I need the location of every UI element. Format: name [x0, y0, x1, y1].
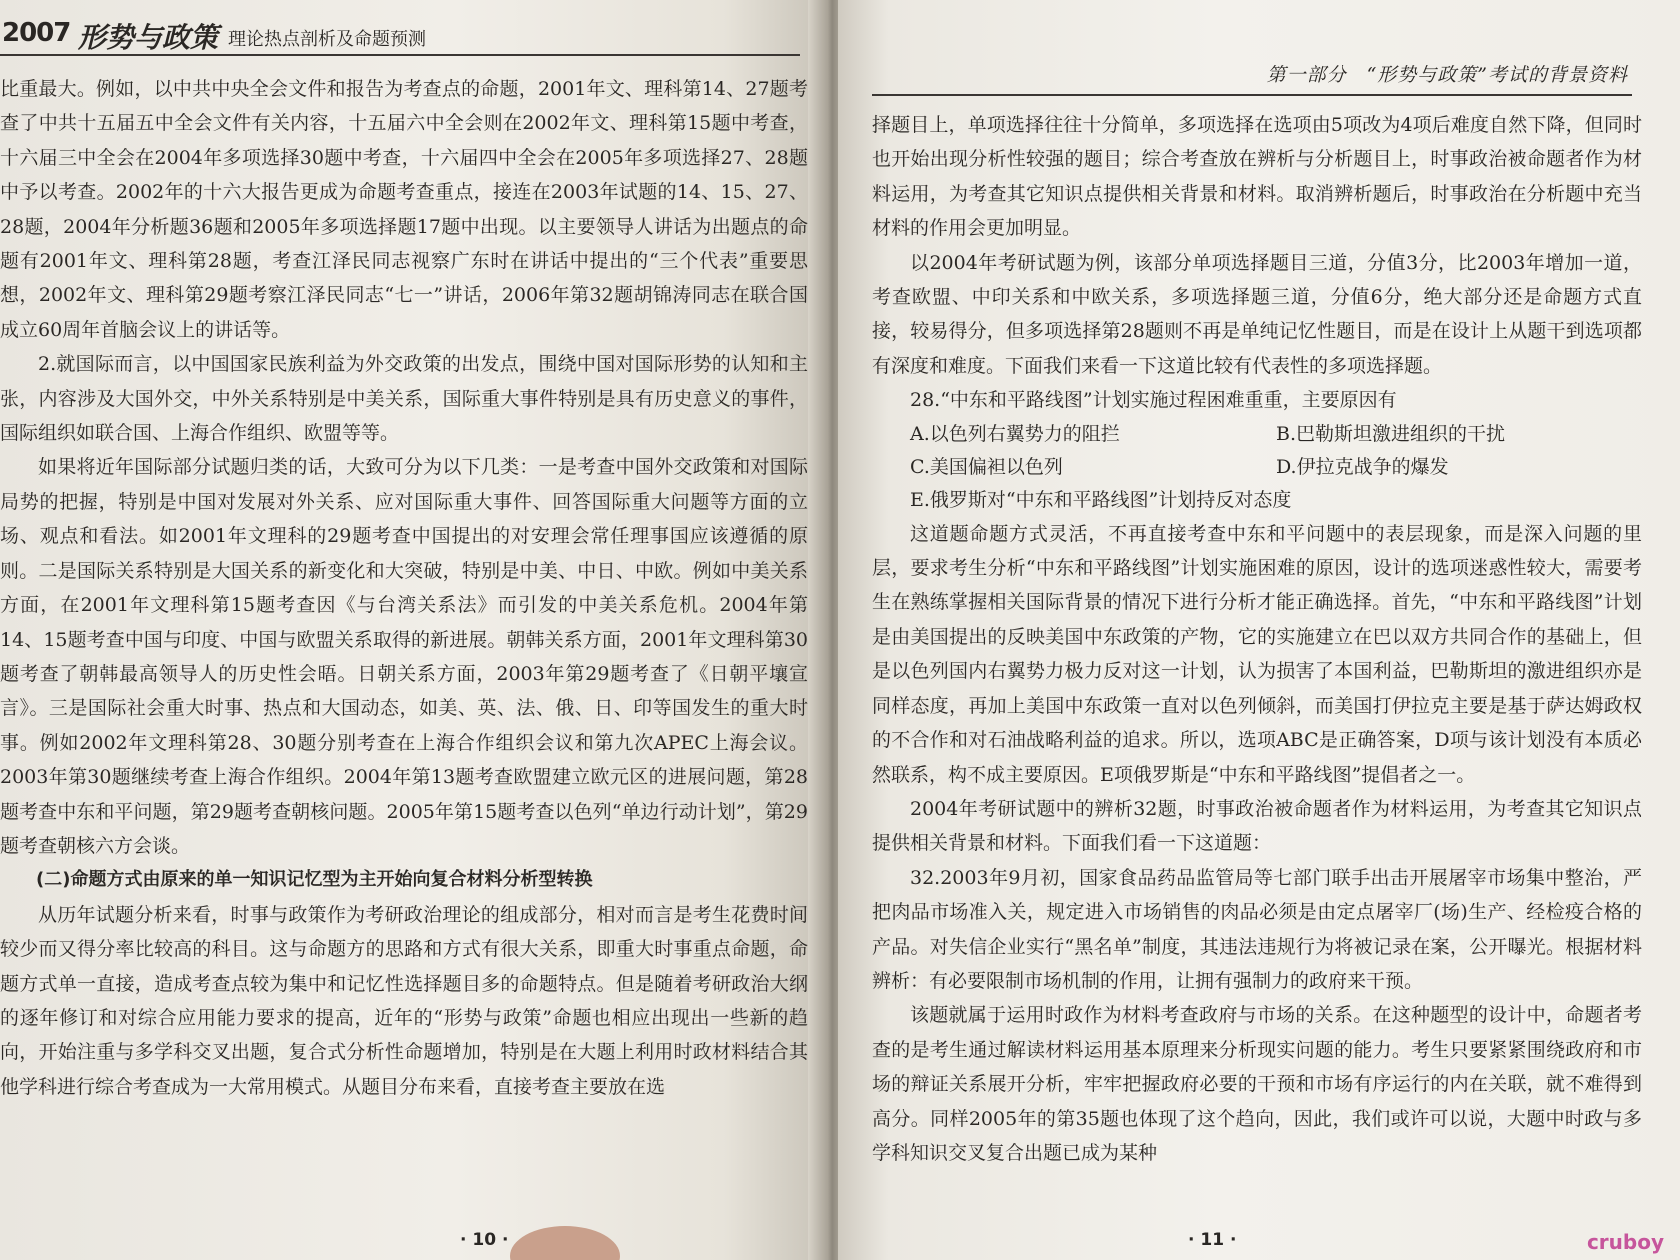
paragraph: 从历年试题分析来看，时事与政策作为考研政治理论的组成部分，相对而言是考生花费时间较少而又得分率比较高的科目。这与命题方的思路和方式有很大关系，即重大时事重点命题，命题方式单一直接，造成考查点较为集中和记忆性选择题目多的命题特点。但是随着考研政治大纲的逐年修订和对综合应用能力要求的提高，近年的“形势与政策”命题也相应出现出一些新的趋向，开始注重与多学科交叉出题，复合式分析性命题增加，特别是在大题上利用时政材料结合其他学科进行综合考查成为一大常用模式。从题目分布来看，直接考查主要放在选: [0, 903, 808, 1098]
book-title: 形势与政策: [78, 21, 219, 54]
option-d: D.伊拉克战争的爆发: [1276, 455, 1449, 478]
book-subtitle: 理论热点剖析及命题预测: [228, 29, 426, 50]
paragraph: 32.2003年9月初，国家食品药品监管局等七部门联手出击开展屠宰市场集中整治，严把肉品市场准入关，规定进入市场销售的肉品必须是由定点屠宰厂(场)生产、经检疫合格的产品。对失信企业实行“黑名单”制度，其违法违规行为将被记录在案，公开曝光。根据材料辨析：有必要限制市场机制的作用，让拥有强制力的政府来干预。: [872, 866, 1642, 992]
paragraph: 2.就国际而言，以中国国家民族利益为外交政策的出发点，围绕中国对国际形势的认知和主张，内容涉及大国外交，中外关系特别是中美关系，国际重大事件特别是具有历史意义的事件，国际组织如联合国、上海合作组织、欧盟等等。: [0, 353, 808, 445]
page-number-left: · 10 ·: [460, 1230, 509, 1250]
section-subheading: (二)命题方式由原来的单一知识记忆型为主开始向复合材料分析型转换: [36, 869, 593, 891]
option-b: B.巴勒斯坦激进组织的干扰: [1276, 422, 1506, 445]
paragraph: 2004年考研试题中的辨析32题，时事政治被命题者作为材料运用，为考查其它知识点提供相关背景和材料。下面我们看一下这道题：: [872, 797, 1642, 855]
paragraph: 择题目上，单项选择往往十分简单，多项选择在选项由5项改为4项后难度自然下降，但同时也开始出现分析性较强的题目；综合考查放在辨析与分析题目上，时事政治被命题者作为材料运用，为考查其它知识点提供相关背景和材料。取消辨析题后，时事政治在分析题中充当材料的作用会更加明显。: [872, 114, 1642, 240]
left-running-head: [0, 14, 800, 56]
right-page: [838, 0, 1680, 1260]
right-running-head: [872, 50, 1632, 96]
page-number-right: · 11 ·: [1188, 1230, 1237, 1250]
option-a: A.以色列右翼势力的阻拦: [910, 422, 1120, 445]
question-options: [872, 418, 1642, 517]
left-page-body: [0, 72, 808, 1104]
paragraph: 如果将近年国际部分试题归类的话，大致可分为以下几类：一是考查中国外交政策和对国际局势的把握，特别是中国对发展对外关系、应对国际重大事件、回答国际重大问题等方面的立场、观点和看法。如2001年文理科的29题考查中国提出的对安理会常任理事国应该遵循的原则。二是国际关系特别是大国关系的新变化和大突破，特别是中美、中日、中欧。例如中美关系方面，在2001年文理科第15题考查因《与台湾关系法》而引发的中美关系危机。2004年第14、15题考查中国与印度、中国与欧盟关系取得的新进展。朝韩关系方面，2001年文理科第30题考查了朝韩最高领导人的历史性会晤。日朝关系方面，2003年第29题考查了《日朝平壤宣言》。三是国际社会重大时事、热点和大国动态，如美、英、法、俄、日、印等国发生的重大时事。例如2002年文理科第28、30题分别考查在上海合作组织会议和第九次APEC上海会议。2003年第30题继续考查上海合作组织。2004年第13题考查欧盟建立欧元区的进展问题，第28题考查中东和平问题，第29题考查朝核问题。2005年第15题考查以色列“单边行动计划”，第29题考查朝核六方会谈。: [0, 456, 808, 857]
paragraph: 以2004年考研试题为例，该部分单项选择题目三道，分值3分，比2003年增加一道，考查欧盟、中印关系和中欧关系，多项选择题三道，分值6分，绝大部分还是命题方式直接，较易得分，但多项选择第28题则不再是单纯记忆性题目，而是在设计上从题干到选项都有深度和难度。下面我们来看一下这道比较有代表性的多项选择题。: [872, 251, 1642, 377]
book-year: 2007: [2, 18, 71, 48]
paragraph: 比重最大。例如，以中共中央全会文件和报告为考查点的命题，2001年文、理科第14、27题考查了中共十五届五中全会文件有关内容，十五届六中全会则在2002年文、理科第15题中考查，十六届三中全会在2004年多项选择30题中考查，十六届四中全会在2005年多项选择27、28题中予以考查。2002年的十六大报告更成为命题考查重点，接连在2003年试题的14、15、27、28题，2004年分析题36题和2005年多项选择题17题中出现。以主要领导人讲话为出题点的命题有2001年文、理科第28题，考查江泽民同志视察广东时在讲话中提出的“三个代表”重要思想，2002年文、理科第29题考察江泽民同志“七一”讲话，2006年第32题胡锦涛同志在联合国成立60周年首脑会议上的讲话等。: [0, 78, 808, 341]
option-c: C.美国偏袒以色列: [910, 455, 1063, 478]
watermark: cruboy: [1586, 1230, 1664, 1254]
paragraph: 该题就属于运用时政作为材料考查政府与市场的关系。在这种题型的设计中，命题者考查的是考生通过解读材料运用基本原理来分析现实问题的能力。考生只要紧紧围绕政府和市场的辩证关系展开分析，牢牢把握政府必要的干预和市场有序运行的内在关联，就不难得到高分。同样2005年的第35题也体现了这个趋向，因此，我们或许可以说，大题中时政与多学科知识交叉复合出题已成为某种: [872, 1004, 1642, 1164]
right-page-body: [872, 108, 1642, 1170]
finger-shadow: [510, 1226, 620, 1260]
section-title: 第一部分 “形势与政策”考试的背景资料: [1266, 64, 1628, 86]
paragraph: 这道题命题方式灵活，不再直接考查中东和平问题中的表层现象，而是深入问题的里层，要求考生分析“中东和平路线图”计划实施困难的原因，设计的选项迷惑性较大，需要考生在熟练掌握相关国际背景的情况下进行分析才能正确选择。首先，“中东和平路线图”计划是由美国提出的反映美国中东政策的产物，它的实施建立在巴以双方共同合作的基础上，但是以色列国内右翼势力极力反对这一计划，认为损害了本国利益，巴勒斯坦的激进组织亦是同样态度，再加上美国中东政策一直对以色列倾斜，而美国打伊拉克主要是基于萨达姆政权的不合作和对石油战略利益的追求。所以，选项ABC是正确答案，D项与该计划没有本质必然联系，构不成主要原因。E项俄罗斯是“中东和平路线图”提倡者之一。: [872, 522, 1642, 786]
question-stem: 28.“中东和平路线图”计划实施过程困难重重，主要原因有: [910, 389, 1397, 412]
option-e: E.俄罗斯对“中东和平路线图”计划持反对态度: [910, 488, 1292, 511]
left-page: [0, 0, 822, 1260]
